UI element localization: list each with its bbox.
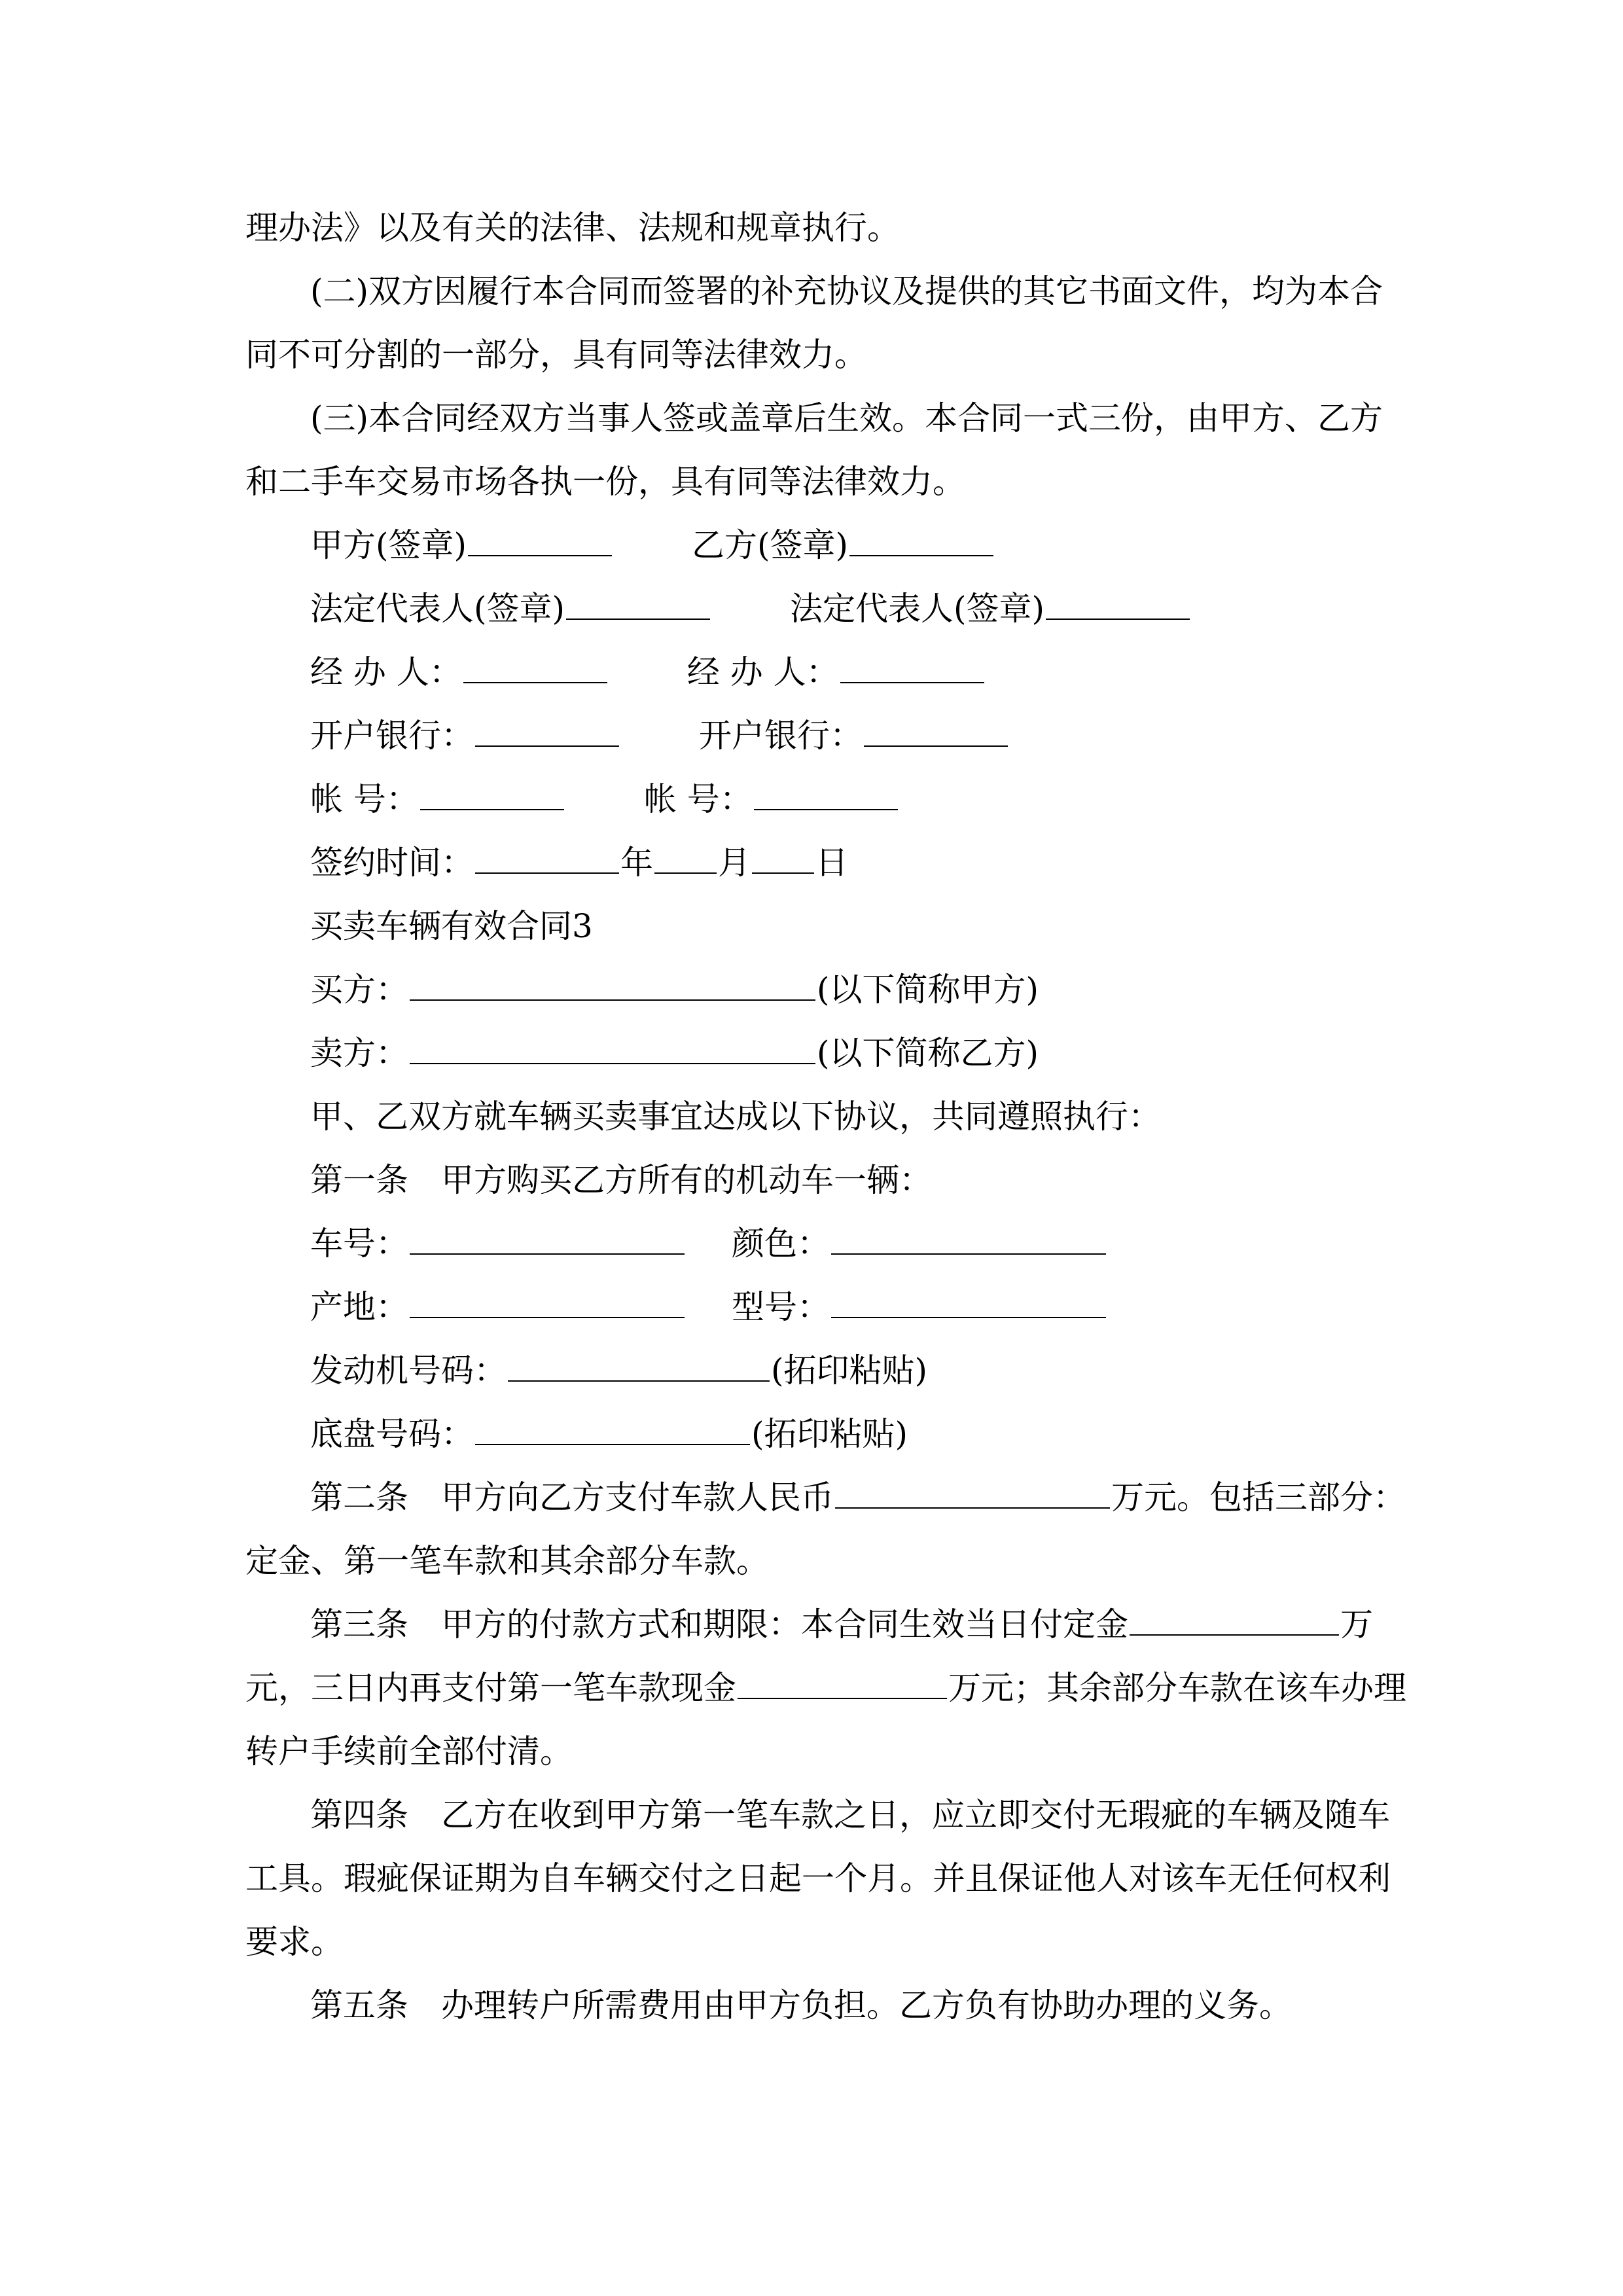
rep-b-label: 法定代表人(签章) bbox=[790, 590, 1045, 628]
signature-row-party bbox=[310, 524, 995, 566]
handler-b-label: 经 办 人： bbox=[687, 653, 839, 691]
engine-row bbox=[310, 1350, 927, 1391]
article-2-line: 定金、第一笔车款和其余部分车款。 bbox=[245, 1542, 769, 1580]
account-b-label: 帐 号： bbox=[643, 780, 753, 818]
engine-blank bbox=[508, 1352, 770, 1382]
signature-row-account bbox=[310, 778, 899, 820]
article-3-text: 元，三日内再支付第一笔车款现金 bbox=[245, 1669, 736, 1707]
month-label: 月 bbox=[718, 844, 751, 882]
party-b-label: 乙方(签章) bbox=[692, 526, 849, 564]
amount-blank bbox=[835, 1479, 1110, 1509]
paragraph-line: (二)双方因履行本合同而签署的补充协议及提供的其它书面文件，均为本合 bbox=[310, 272, 1383, 310]
article-3-line: 转户手续前全部付清。 bbox=[245, 1732, 573, 1770]
model-blank bbox=[831, 1288, 1106, 1318]
chassis-label: 底盘号码： bbox=[310, 1415, 474, 1453]
seller-label: 卖方： bbox=[310, 1034, 408, 1072]
origin-model-row bbox=[310, 1286, 1107, 1328]
contract-title: 买卖车辆有效合同3 bbox=[310, 907, 593, 945]
signature-blank bbox=[463, 653, 607, 683]
buyer-label: 买方： bbox=[310, 971, 408, 1009]
article-3-text: 第三条 甲方的付款方式和期限：本合同生效当日付定金 bbox=[310, 1605, 1128, 1643]
plate-blank bbox=[410, 1225, 685, 1255]
signature-blank bbox=[754, 780, 898, 810]
bank-a-label: 开户银行： bbox=[310, 717, 474, 755]
date-blank-month bbox=[654, 844, 717, 874]
signature-blank bbox=[840, 653, 984, 683]
article-1: 第一条 甲方购买乙方所有的机动车一辆： bbox=[310, 1161, 932, 1199]
intro-line: 甲、乙双方就车辆买卖事宜达成以下协议，共同遵照执行： bbox=[310, 1098, 1161, 1136]
seller-blank bbox=[410, 1034, 815, 1064]
article-2-text: 第二条 甲方向乙方支付车款人民币 bbox=[310, 1479, 834, 1516]
engine-note: (拓印粘贴) bbox=[771, 1352, 928, 1390]
article-3-line bbox=[245, 1667, 1406, 1709]
bank-b-label: 开户银行： bbox=[699, 717, 863, 755]
article-4-line: 要求。 bbox=[245, 1923, 344, 1961]
signature-blank bbox=[1046, 590, 1190, 620]
article-4-line: 第四条 乙方在收到甲方第一笔车款之日，应立即交付无瑕疵的车辆及随车 bbox=[310, 1796, 1390, 1834]
article-3-line bbox=[310, 1604, 1373, 1645]
seller-row bbox=[310, 1032, 1039, 1074]
signature-blank bbox=[849, 526, 993, 556]
date-blank-year bbox=[475, 844, 619, 874]
account-a-label: 帐 号： bbox=[310, 780, 419, 818]
origin-blank bbox=[410, 1288, 685, 1318]
day-label: 日 bbox=[815, 844, 848, 882]
signature-row-representative bbox=[310, 588, 1191, 630]
handler-a-label: 经 办 人： bbox=[310, 653, 462, 691]
color-label: 颜色： bbox=[732, 1225, 830, 1263]
model-label: 型号： bbox=[732, 1288, 830, 1326]
color-blank bbox=[831, 1225, 1106, 1255]
paragraph-line: 理办法》以及有关的法律、法规和规章执行。 bbox=[245, 209, 900, 247]
plate-label: 车号： bbox=[310, 1225, 408, 1263]
signature-blank bbox=[420, 780, 564, 810]
year-label: 年 bbox=[620, 844, 653, 882]
signature-row-handler bbox=[310, 651, 986, 693]
signature-row-date bbox=[310, 842, 848, 884]
buyer-row bbox=[310, 969, 1039, 1011]
chassis-blank bbox=[475, 1415, 750, 1445]
paragraph-line: 和二手车交易市场各执一份，具有同等法律效力。 bbox=[245, 463, 965, 501]
signature-blank bbox=[864, 717, 1008, 747]
article-5-line: 第五条 办理转户所需费用由甲方负担。乙方负有协助办理的义务。 bbox=[310, 1986, 1292, 2024]
paragraph-line: 同不可分割的一部分，具有同等法律效力。 bbox=[245, 336, 867, 374]
article-3-text: 万 bbox=[1340, 1605, 1373, 1643]
signature-blank bbox=[475, 717, 619, 747]
date-label: 签约时间： bbox=[310, 844, 474, 882]
article-2-line bbox=[310, 1477, 1406, 1518]
date-blank-day bbox=[752, 844, 814, 874]
chassis-row bbox=[310, 1413, 908, 1455]
plate-color-row bbox=[310, 1223, 1107, 1265]
seller-note: (以下简称乙方) bbox=[817, 1034, 1039, 1072]
article-4-line: 工具。瑕疵保证期为自车辆交付之日起一个月。并且保证他人对该车无任何权利 bbox=[245, 1859, 1391, 1897]
origin-label: 产地： bbox=[310, 1288, 408, 1326]
rep-a-label: 法定代表人(签章) bbox=[310, 590, 565, 628]
cash-blank bbox=[738, 1669, 947, 1699]
signature-row-bank bbox=[310, 715, 1009, 757]
deposit-blank bbox=[1130, 1605, 1339, 1636]
article-2-text: 万元。包括三部分： bbox=[1111, 1479, 1406, 1516]
engine-label: 发动机号码： bbox=[310, 1352, 507, 1390]
chassis-note: (拓印粘贴) bbox=[751, 1415, 908, 1453]
paragraph-line: (三)本合同经双方当事人签或盖章后生效。本合同一式三份，由甲方、乙方 bbox=[310, 399, 1383, 437]
buyer-note: (以下简称甲方) bbox=[817, 971, 1039, 1009]
buyer-blank bbox=[410, 971, 815, 1001]
signature-blank bbox=[566, 590, 710, 620]
signature-blank bbox=[468, 526, 612, 556]
party-a-label: 甲方(签章) bbox=[310, 526, 467, 564]
article-3-text: 万元；其余部分车款在该车办理 bbox=[948, 1669, 1406, 1707]
